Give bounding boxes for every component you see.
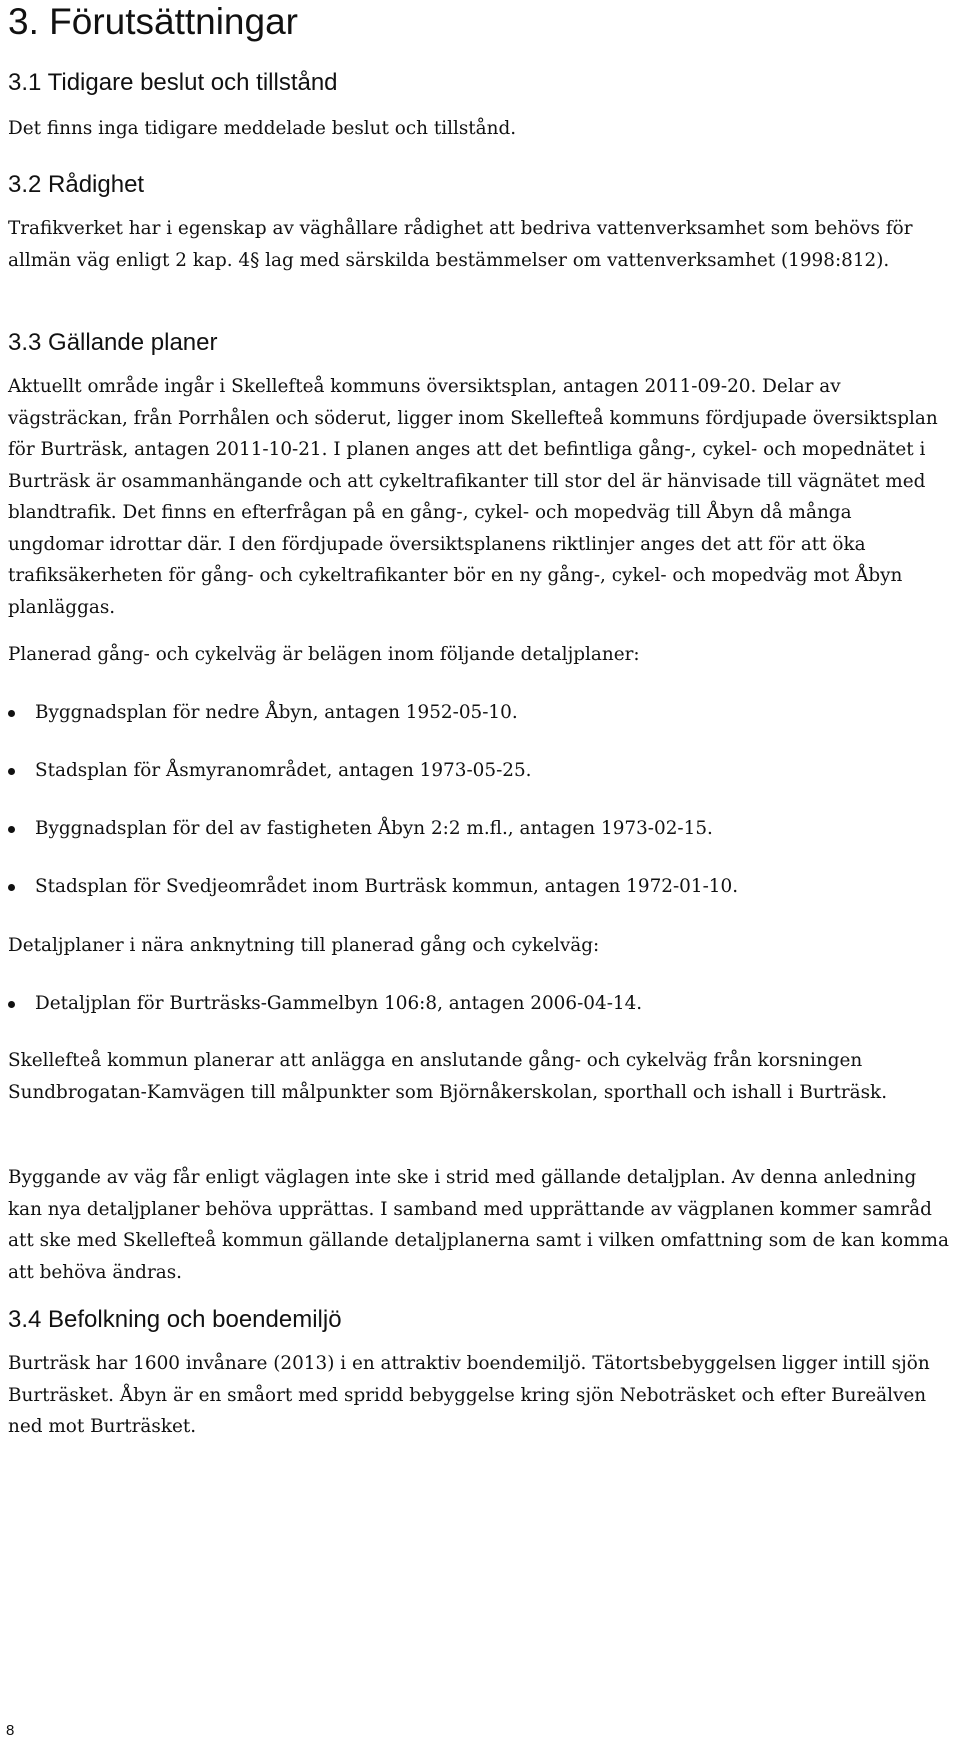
section-title: 3. Förutsättningar <box>8 1 298 42</box>
paragraph-municipal-plan: Skellefteå kommun planerar att anlägga en anslutande gång- och cykelväg från korsningen Sundbrogatan-Kamvägen till målpunkter som Björnåkerskolan, sporthall och ishall i Burträsk. <box>8 1050 888 1103</box>
bullet-icon <box>8 1001 15 1008</box>
detail-plans-intro: Planerad gång- och cykelväg är belägen inom följande detaljplaner: <box>8 644 640 665</box>
heading-3-1: 3.1 Tidigare beslut och tillstånd <box>8 69 338 96</box>
bullet-icon <box>8 710 15 717</box>
paragraph-road-law: Byggande av väg får enligt väglagen inte ske i strid med gällande detaljplan. Av denna anledning kan nya detaljplaner behöva upprättas. I samband med upprättande av vägplanen kommer samråd att ske med Skellefteå kommun gällande detaljplanerna samt i vilken omfattning som de kan komma att behöva ändras. <box>8 1167 949 1283</box>
heading-3-3: 3.3 Gällande planer <box>8 329 218 356</box>
nearby-plans-intro: Detaljplaner i nära anknytning till planerad gång och cykelväg: <box>8 935 600 956</box>
heading-3-4: 3.4 Befolkning och boendemiljö <box>8 1306 342 1333</box>
heading-3-2: 3.2 Rådighet <box>8 171 145 198</box>
page-number: 8 <box>6 1722 15 1739</box>
list-item-text: Stadsplan för Svedjeområdet inom Burträsk kommun, antagen 1972-01-10. <box>35 876 739 897</box>
list-item-text: Detaljplan för Burträsks-Gammelbyn 106:8, antagen 2006-04-14. <box>35 993 643 1014</box>
paragraph-3-1: Det finns inga tidigare meddelade beslut och tillstånd. <box>8 118 517 139</box>
list-item-text: Byggnadsplan för nedre Åbyn, antagen 1952-05-10. <box>35 702 518 723</box>
list-item-text: Stadsplan för Åsmyranområdet, antagen 1973-05-25. <box>35 760 532 781</box>
bullet-icon <box>8 884 15 891</box>
list-item-text: Byggnadsplan för del av fastigheten Åbyn 2:2 m.fl., antagen 1973-02-15. <box>35 818 713 839</box>
paragraph-3-4: Burträsk har 1600 invånare (2013) i en attraktiv boendemiljö. Tätortsbebyggelsen ligger intill sjön Burträsket. Åbyn är en småort med spridd bebyggelse kring sjön Neboträsket och efter Bureälven ned mot Burträsket. <box>8 1353 930 1437</box>
bullet-icon <box>8 826 15 833</box>
bullet-icon <box>8 768 15 775</box>
paragraph-3-2: Trafikverket har i egenskap av väghållare rådighet att bedriva vattenverksamhet som behövs för allmän väg enligt 2 kap. 4§ lag med särskilda bestämmelser om vattenverksamhet (1998:812). <box>8 218 913 271</box>
paragraph-3-3-plans: Aktuellt område ingår i Skellefteå kommuns översiktsplan, antagen 2011-09-20. Delar av vägsträckan, från Porrhålen och söderut, ligger inom Skellefteå kommuns fördjupade översiktsplan för Burträsk, antagen 2011-10-21. I planen anges att det befintliga gång-, cykel- och mopednätet i Burträsk är osammanhängande och att cykeltrafikanter till stor del är hänvisade till vägnätet med blandtrafik. Det finns en efterfrågan på en gång-, cykel- och mopedväg till Åbyn då många ungdomar idrottar där. I den fördjupade översiktsplanens riktlinjer anges det att för att öka trafiksäkerheten för gång- och cykeltrafikanter bör en ny gång-, cykel- och mopedväg mot Åbyn planläggas. <box>8 376 938 618</box>
